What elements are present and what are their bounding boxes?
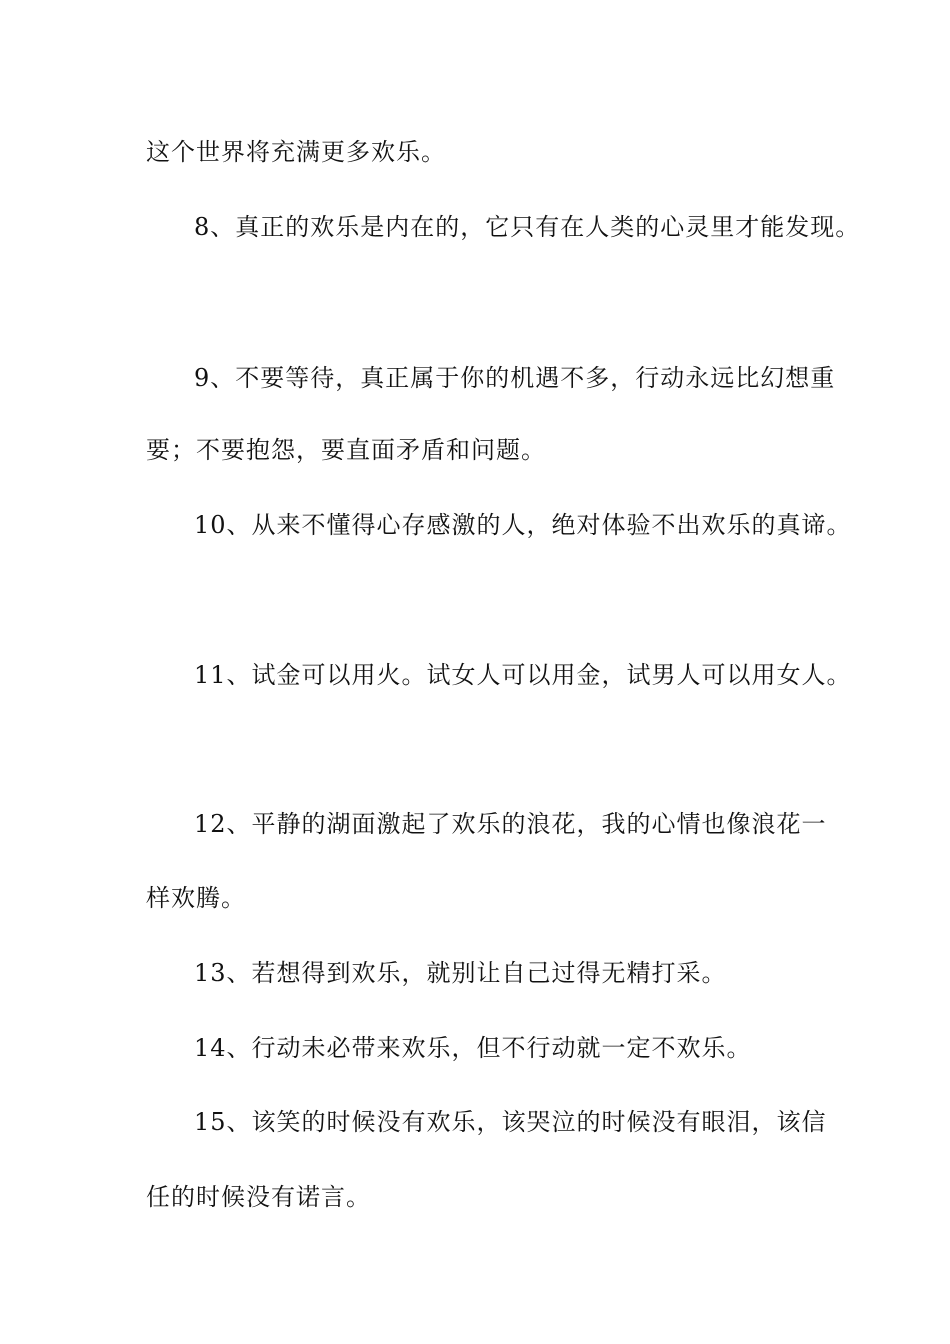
text-line-6: 11、试金可以用火。试女人可以用金，试男人可以用女人。: [194, 661, 852, 689]
text-line-10: 14、行动未必带来欢乐，但不行动就一定不欢乐。: [194, 1034, 752, 1062]
text-line-1: 这个世界将充满更多欢乐。: [146, 138, 446, 166]
text-line-5: 10、从来不懂得心存感激的人，绝对体验不出欢乐的真谛。: [194, 511, 852, 539]
text-line-2: 8、真正的欢乐是内在的，它只有在人类的心灵里才能发现。: [194, 213, 861, 241]
text-line-7: 12、平静的湖面激起了欢乐的浪花，我的心情也像浪花一: [194, 810, 827, 838]
text-line-11: 15、该笑的时候没有欢乐，该哭泣的时候没有眼泪，该信: [194, 1108, 827, 1136]
text-line-9: 13、若想得到欢乐，就别让自己过得无精打采。: [194, 959, 727, 987]
text-line-12: 任的时候没有诺言。: [146, 1183, 371, 1211]
text-line-3: 9、不要等待，真正属于你的机遇不多，行动永远比幻想重: [194, 364, 836, 392]
text-line-8: 样欢腾。: [146, 884, 246, 912]
text-line-4: 要；不要抱怨，要直面矛盾和问题。: [146, 436, 546, 464]
